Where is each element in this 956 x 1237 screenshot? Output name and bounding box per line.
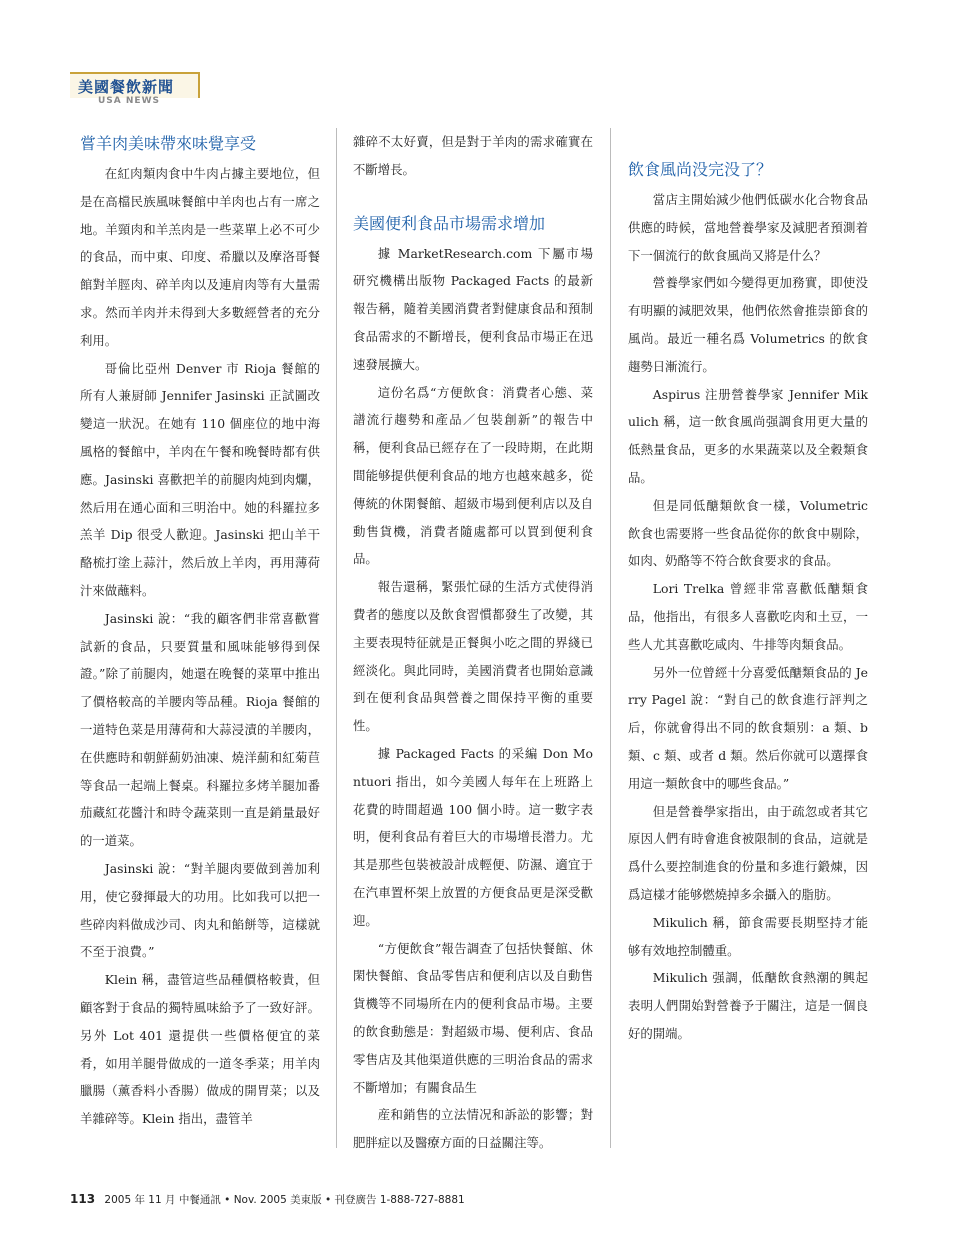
article-paragraph: 據 MarketResearch.com 下屬市場研究機構出版物 Packaged Facts 的最新報告稱，隨着美國消費者對健康食品和預制食品需求的不斷增長，便利食品市場正在迅速發展擴大。 xyxy=(353,245,593,372)
article-paragraph: Mikulich 稱，節食需要長期堅持才能够有效地控制體重。 xyxy=(628,914,868,958)
article-paragraph: Lori Trelka 曾經非常喜歡低醣類食品，他指出，有很多人喜歡吃肉和土豆，一些人尤其喜歡吃咸肉、牛排等肉類食品。 xyxy=(628,581,868,652)
article-paragraph: 當店主開始減少他們低碳水化合物食品供應的時候，當地營養學家及減肥者預測着下一個流行的飲食風尚又將是什么？ xyxy=(628,192,868,263)
column-divider xyxy=(610,128,611,1148)
article-paragraph: 産和銷售的立法情况和訴訟的影響；對肥胖症以及醫療方面的日益關注等。 xyxy=(353,1107,593,1151)
column-divider xyxy=(336,128,337,1148)
article-paragraph: “方便飲食”報告調查了包括快餐館、休閑快餐館、食品零售店和便利店以及自動售貨機等不同場所在内的便利食品市場。主要的飲食動態是：對超級市場、便利店、食品零售店及其他渠道供應的三明治食品的需求不斷增加；有關食品生 xyxy=(353,940,593,1095)
masthead-subtitle: USA NEWS xyxy=(98,96,160,106)
article-paragraph: 但是營養學家指出，由于疏忽或者其它原因人們有時會進食被限制的食品，這就是爲什么要控制進食的份量和多進行鍛煉，因爲這樣才能够燃燒掉多余攝入的脂肪。 xyxy=(628,803,868,902)
article-paragraph: 這份名爲“方便飲食：消費者心態、菜譜流行趨勢和產品／包裝創新”的報告中稱，便利食品已經存在了一段時期，在此期間能够提供便利食品的地方也越來越多，從傳統的休閑餐館、超級市場到便利店以及自動售貨機，消費者隨處都可以買到便利食品。 xyxy=(353,384,593,567)
masthead-title: 美國餐飲新聞 xyxy=(78,78,175,96)
article-headline-convenience-food: 美國便利食品市場需求增加 xyxy=(353,213,546,233)
column-3 xyxy=(628,128,868,1048)
article-paragraph: Klein 稱，盡管這些品種價格較貴，但顧客對于食品的獨特風味給予了一致好評。另外 Lot 401 還提供一些價格便宜的菜肴，如用羊腿骨做成的一道冬季菜；用羊肉臘腸（薰香料小香腸）做成的開胃菜；以及羊雜碎等。Klein 指出，盡管羊 xyxy=(80,972,320,1127)
article-paragraph: 據 Packaged Facts 的采編 Don Montuori 指出，如今美國人每年在上班路上花費的時間超過 100 個小時。這一數字表明，便利食品有着巨大的市場增長潜力。尤其是那些包裝被設計成輕便、防濕、適宜于在汽車置杯架上放置的方便食品更是深受歡迎。 xyxy=(353,745,593,928)
column-1 xyxy=(80,128,320,1133)
article-paragraph: Jasinski 說：“我的顧客們非常喜歡嘗試新的食品，只要質量和風味能够得到保證。”除了前腿肉，她還在晚餐的菜單中推出了價格較高的羊腰肉等品種。Rioja 餐館的一道特色菜是用薄荷和大蒜浸漬的羊腰肉，在供應時和朝鮮薊奶油凍、燒洋薊和紅菊苣等食品一起端上餐桌。科羅拉多烤羊腿加番茄藏紅花醬汁和時令蔬菜則一直是銷量最好的一道菜。 xyxy=(80,610,320,849)
page-number: 113 xyxy=(70,1192,96,1206)
article-paragraph: Jasinski 說：“對羊腿肉要做到善加利用，使它發揮最大的功用。比如我可以把一些碎肉料做成沙司、肉丸和餡餅等，這樣就不至于浪費。” xyxy=(80,860,320,960)
article-continuation: 雜碎不太好賣，但是對于羊肉的需求確實在不斷增長。 xyxy=(353,134,593,177)
article-headline-lamb: 嘗羊肉美味帶來味覺享受 xyxy=(80,134,257,153)
article-paragraph: 在紅肉類肉食中牛肉占據主要地位，但是在高檔民族風味餐館中羊肉也占有一席之地。羊頸肉和羊羔肉是一些菜單上必不可少的食品，而中東、印度、希臘以及摩洛哥餐館對羊脛肉、碎羊肉以及連肩肉等有大量需求。然而羊肉并未得到大多數經營者的充分利用。 xyxy=(80,166,320,348)
article-paragraph: Mikulich 强調，低醣飲食熱潮的興起表明人們開始對營養予于關注，這是一個良好的開端。 xyxy=(628,970,868,1041)
article-paragraph: 營養學家們如今變得更加務實，即使没有明顯的減肥效果，他們依然會推崇節食的風尚。最近一種名爲 Volumetrics 的飲食趨勢日漸流行。 xyxy=(628,275,868,374)
article-headline-diet-trends: 飲食風尚没完没了？ xyxy=(628,160,773,179)
masthead xyxy=(70,72,202,106)
article-paragraph: 但是同低醣類飲食一樣，Volumetric 飲食也需要將一些食品從你的飲食中剔除，如肉、奶酪等不符合飲食要求的食品。 xyxy=(628,497,868,569)
page-footer xyxy=(70,1192,465,1207)
footer-info: 2005 年 11 月 中餐通訊 • Nov. 2005 美東版 • 刊登廣告 1-888-727-8881 xyxy=(104,1194,465,1206)
column-2 xyxy=(353,128,593,1157)
article-paragraph: Aspirus 注册營養學家 Jennifer Mikulich 稱，這一飲食風尚强調食用更大量的低熱量食品，更多的水果蔬菜以及全穀類食品。 xyxy=(628,386,868,485)
article-paragraph: 另外一位曾經十分喜愛低醣類食品的 Jerry Pagel 說：“對自己的飲食進行評判之后，你就會得出不同的飲食類别：a 類、b 類、c 類、或者 d 類。然后你就可以選擇食用這一類飲食中的哪些食品。” xyxy=(628,664,868,791)
article-paragraph: 哥倫比亞州 Denver 市 Rioja 餐館的所有人兼厨師 Jennifer Jasinski 正試圖改變這一狀況。在她有 110 個座位的地中海風格的餐館中，羊肉在午餐和晚餐時都有供應。Jasinski 喜歡把羊的前腿肉炖到肉爛，然后用在通心面和三明治中。她的科羅拉多羔羊 Dip 很受人歡迎。Jasinski 把山羊干酪梳打塗上蒜汁，然后放上羊肉，再用薄荷汁來做蘸料。 xyxy=(80,360,320,598)
article-paragraph: 報告還稱，緊張忙碌的生活方式使得消費者的態度以及飲食習慣都發生了改變，其主要表現特征就是正餐與小吃之間的界綫已經淡化。與此同時，美國消費者也開始意識到在便利食品與營養之間保持平衡的重要性。 xyxy=(353,579,593,734)
